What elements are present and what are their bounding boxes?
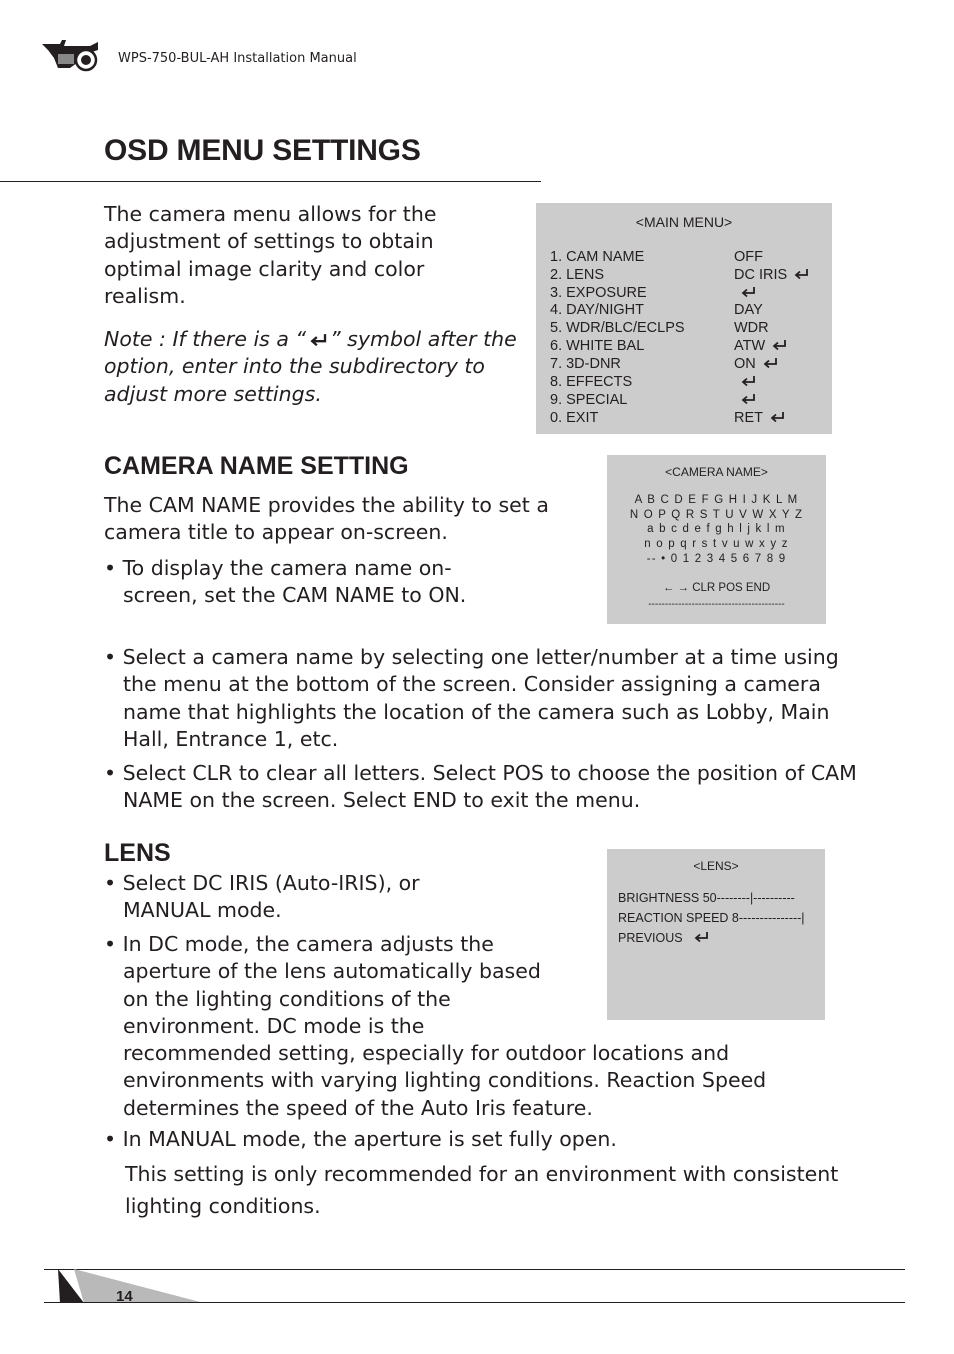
main-menu-row — [550, 338, 826, 356]
lens-bullet-continuation: This setting is only recommended for an environment with consistent lighting conditions. — [125, 1162, 839, 1218]
footer-rule-bottom — [44, 1302, 905, 1303]
camera-name-osd-line: N O P Q R S T U V W X Y Z — [629, 509, 804, 521]
main-menu-label: 2. LENS — [550, 267, 604, 283]
main-menu-value — [734, 356, 778, 372]
main-menu-value-text: DAY — [734, 302, 763, 318]
lens-bullet: • In DC mode, the camera adjusts the aperture of the lens automatically based on the lighting conditions of the environment. DC mode is the — [104, 932, 541, 1038]
main-menu-row — [550, 249, 826, 267]
lens-osd-previous-row — [618, 931, 709, 945]
main-menu-osd — [536, 203, 832, 434]
enter-symbol-icon — [693, 931, 709, 943]
main-menu-row — [550, 374, 826, 392]
enter-symbol-icon — [762, 357, 778, 369]
page-title: OSD MENU SETTINGS — [104, 134, 421, 167]
note-text — [104, 326, 524, 408]
lens-osd-previous: PREVIOUS — [618, 931, 683, 945]
camera-name-osd — [607, 455, 826, 624]
enter-symbol-icon — [771, 339, 787, 351]
note-text-start: Note : If there is a “ — [104, 327, 307, 351]
main-menu-title: <MAIN MENU> — [635, 214, 733, 230]
main-menu-row — [550, 302, 826, 320]
camera-name-osd-line: n o p q r s t v u w x y z — [644, 538, 789, 550]
main-menu-value-text: ATW — [734, 338, 766, 354]
main-menu-label: 9. SPECIAL — [550, 392, 628, 408]
camera-name-bullet: • Select a camera name by selecting one letter/number at a time using the menu at the bottom of the screen. Consider assigning a camera name that highlights the location of the camera such as Lobby, Main Hall, Entrance 1, etc. — [104, 645, 839, 751]
note-text-end: ” symbol after the option, enter into the subdirectory to adjust more settings. — [104, 327, 517, 406]
main-menu-row — [550, 410, 826, 428]
camera-name-description: The CAM NAME provides the ability to set a camera title to appear on-screen. — [104, 493, 549, 545]
main-menu-value-text: OFF — [734, 249, 763, 265]
manual-title: WPS-750-BUL-AH Installation Manual — [118, 51, 357, 66]
main-menu-value-text: RET — [734, 410, 763, 426]
enter-symbol-icon — [769, 411, 785, 423]
camera-name-heading: CAMERA NAME SETTING — [104, 452, 409, 480]
title-divider — [0, 181, 541, 182]
main-menu-value — [734, 392, 756, 408]
intro-text: The camera menu allows for the adjustment of settings to obtain optimal image clarity and color realism. — [104, 202, 437, 308]
camera-name-osd-line: a b c d e f g h l j k l m — [647, 523, 786, 535]
camera-name-osd-title: <CAMERA NAME> — [665, 465, 768, 479]
main-menu-label: 8. EFFECTS — [550, 374, 633, 390]
enter-symbol-icon — [740, 375, 756, 387]
lens-osd-title: <LENS> — [693, 859, 739, 873]
page-number: 14 — [116, 1288, 133, 1305]
main-menu-value — [734, 302, 763, 318]
main-menu-value — [734, 267, 809, 283]
main-menu-label: 4. DAY/NIGHT — [550, 302, 644, 318]
main-menu-row — [550, 392, 826, 410]
main-menu-value — [734, 410, 785, 426]
lens-osd-reaction-speed: REACTION SPEED 8---------------| — [618, 911, 805, 925]
main-menu-value — [734, 320, 769, 336]
enter-symbol-icon — [793, 268, 809, 280]
lens-osd-brightness: BRIGHTNESS 50--------|---------- — [618, 891, 795, 905]
camera-name-osd-line: A B C D E F G H I J K L M — [634, 494, 799, 506]
main-menu-value — [734, 249, 763, 265]
main-menu-value-text: WDR — [734, 320, 769, 336]
main-menu-label: 6. WHITE BAL — [550, 338, 645, 354]
enter-symbol-icon — [740, 393, 756, 405]
main-menu-row — [550, 320, 826, 338]
main-menu-label: 3. EXPOSURE — [550, 285, 647, 301]
main-menu-value-text: ON — [734, 356, 756, 372]
lens-osd — [607, 849, 825, 1020]
camera-name-osd-line: -- • 0 1 2 3 4 5 6 7 8 9 — [646, 553, 787, 565]
main-menu-row — [550, 356, 826, 374]
camera-logo-icon — [40, 38, 100, 78]
main-menu-row — [550, 285, 826, 303]
main-menu-label: 5. WDR/BLC/ECLPS — [550, 320, 685, 336]
main-menu-label: 1. CAM NAME — [550, 249, 645, 265]
camera-name-bullet: • Select CLR to clear all letters. Select POS to choose the position of CAM NAME on the screen. Select END to exit the menu. — [104, 761, 857, 813]
main-menu-value — [734, 285, 756, 301]
main-menu-value-text: DC IRIS — [734, 267, 788, 283]
main-menu-label: 0. EXIT — [550, 410, 599, 426]
main-menu-value — [734, 374, 756, 390]
enter-symbol-icon — [308, 333, 328, 347]
camera-name-osd-controls: ← → CLR POS END — [662, 582, 771, 594]
camera-name-bullet: • To display the camera name on-screen, set the CAM NAME to ON. — [104, 556, 467, 608]
camera-name-osd-dashes: ----------------------------------------- — [648, 599, 785, 610]
lens-bullet: • Select DC IRIS (Auto-IRIS), or MANUAL mode. — [104, 871, 420, 923]
main-menu-row — [550, 267, 826, 285]
main-menu-value — [734, 338, 787, 354]
lens-heading: LENS — [104, 839, 171, 867]
lens-bullet-continuation: recommended setting, especially for outdoor locations and environments with varying lighting conditions. Reaction Speed determines the speed of the Auto Iris feature. — [123, 1041, 767, 1120]
main-menu-label: 7. 3D-DNR — [550, 356, 621, 372]
lens-bullet: • In MANUAL mode, the aperture is set fully open. — [104, 1127, 617, 1151]
enter-symbol-icon — [740, 286, 756, 298]
